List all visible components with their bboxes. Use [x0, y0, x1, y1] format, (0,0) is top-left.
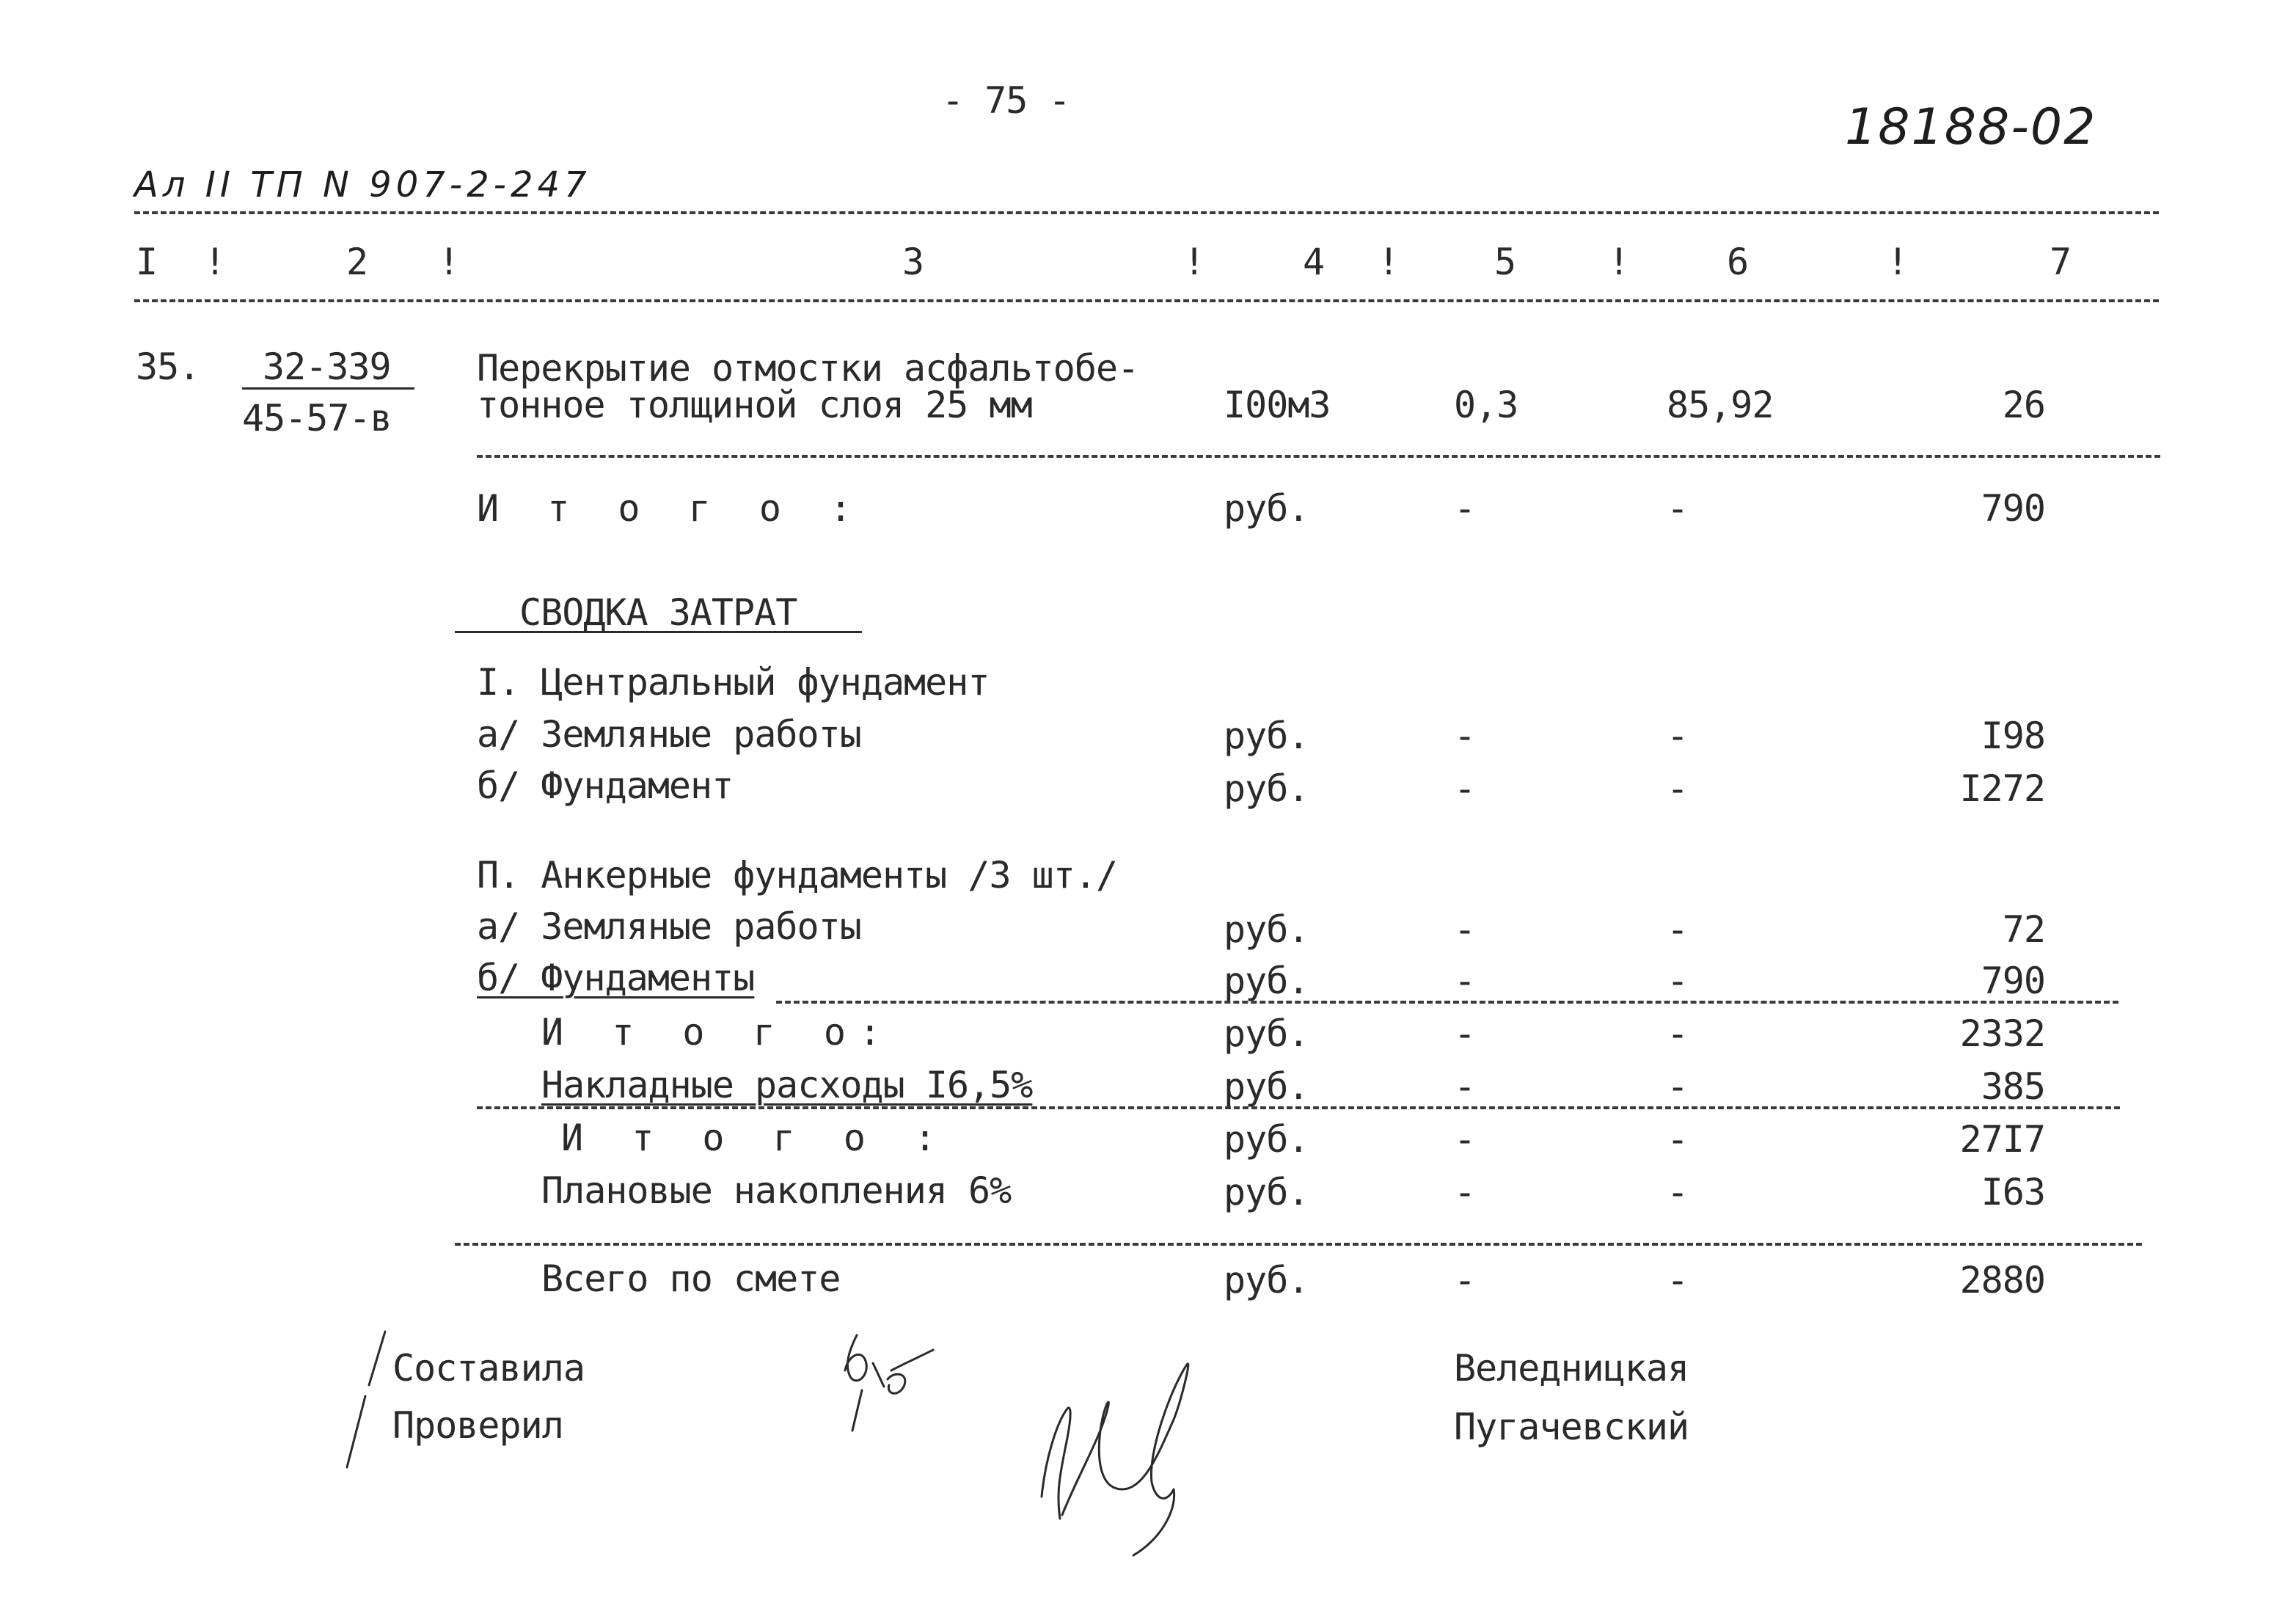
- document-code: 18188-02: [1845, 98, 2097, 156]
- column-header-4: 4: [1303, 241, 1325, 283]
- grand-total-total: 2880: [1959, 1259, 2045, 1301]
- summary-row-label: И т о г о :: [561, 1117, 950, 1159]
- album-reference: Ал II ТП N 907-2-247: [134, 164, 591, 205]
- summary-row-col6: -: [1667, 960, 1689, 1002]
- summary-row-total: I63: [1981, 1171, 2045, 1213]
- item-total: 26: [2002, 384, 2045, 426]
- checked-by-name: Пугачевский: [1454, 1406, 1689, 1448]
- summary-title: СВОДКА ЗАТРАТ: [519, 591, 797, 634]
- summary-row-col5: -: [1454, 1171, 1476, 1213]
- summary-row-total: 27I7: [1959, 1118, 2045, 1161]
- summary-row-col5: -: [1454, 960, 1476, 1002]
- summary-row-label: И т о г о:: [541, 1011, 895, 1054]
- grand-total-unit: руб.: [1224, 1259, 1309, 1301]
- summary-row-label: Плановые накопления 6%: [541, 1169, 1012, 1212]
- summary-row-col5: -: [1454, 767, 1476, 810]
- summary-row-unit: руб.: [1224, 1065, 1309, 1108]
- subtotal-label: И т о г о :: [477, 487, 866, 530]
- summary-row-total: 790: [1981, 960, 2045, 1002]
- summary-row-total: 2332: [1959, 1012, 2045, 1055]
- section-2-title: П. Анкерные фундаменты /3 шт./: [477, 854, 1118, 897]
- summary-row-unit: руб.: [1224, 767, 1309, 810]
- subtotal-total: 790: [1981, 487, 2045, 530]
- summary-row-col5: -: [1454, 1012, 1476, 1055]
- summary-row-unit: руб.: [1224, 715, 1309, 757]
- item-description-line2: тонное толщиной слоя 25 мм: [477, 384, 1032, 426]
- grand-total-col5: -: [1454, 1259, 1476, 1301]
- column-header-7: 7: [2050, 241, 2072, 283]
- summary-row-col6: -: [1667, 1118, 1689, 1161]
- column-header-3: 3: [902, 241, 924, 283]
- compiled-by-label: Составила: [392, 1347, 585, 1390]
- column-separator: !: [1183, 241, 1205, 283]
- item-unit: I00м3: [1224, 384, 1331, 426]
- column-separator: !: [204, 241, 226, 283]
- subtotal-unit: руб.: [1224, 487, 1309, 530]
- compiled-by-name: Веледницкая: [1454, 1347, 1689, 1390]
- summary-row-label: а/ Земляные работы: [477, 905, 861, 948]
- section-1-title: I. Центральный фундамент: [477, 661, 990, 704]
- column-header-5: 5: [1494, 241, 1516, 283]
- summary-row-unit: руб.: [1224, 1171, 1309, 1213]
- item-description-line1: Перекрытие отмостки асфальтобе-: [477, 347, 1139, 390]
- item-quantity: 0,3: [1454, 384, 1518, 426]
- summary-row-col6: -: [1667, 1065, 1689, 1108]
- column-header-2: 2: [346, 241, 368, 283]
- summary-row-col6: -: [1667, 1171, 1689, 1213]
- summary-row-unit: руб.: [1224, 908, 1309, 951]
- item-code-top: 32-339: [263, 346, 391, 388]
- summary-row-col5: -: [1454, 715, 1476, 757]
- item-code-bottom: 45-57-в: [242, 397, 392, 439]
- column-header-1: I: [136, 241, 158, 283]
- grand-total-col6: -: [1667, 1259, 1689, 1301]
- column-separator: !: [1887, 241, 1909, 283]
- summary-row-total: I272: [1959, 767, 2045, 810]
- summary-row-col5: -: [1454, 908, 1476, 951]
- summary-row-col6: -: [1667, 715, 1689, 757]
- grand-total-label: Всего по смете: [541, 1257, 841, 1300]
- subtotal-col6: -: [1667, 487, 1689, 530]
- summary-row-label: Накладные расходы I6,5%: [541, 1064, 1033, 1106]
- page-number: - 75 -: [942, 79, 1070, 122]
- item-number: 35.: [136, 346, 200, 388]
- summary-row-unit: руб.: [1224, 960, 1309, 1002]
- column-separator: !: [1378, 241, 1400, 283]
- summary-row-label: б/ Фундаменты: [477, 957, 755, 999]
- summary-row-total: I98: [1981, 715, 2045, 757]
- summary-row-label: б/ Фундамент: [477, 764, 734, 807]
- subtotal-col5: -: [1454, 487, 1476, 530]
- summary-row-col6: -: [1667, 908, 1689, 951]
- summary-row-col5: -: [1454, 1065, 1476, 1108]
- summary-row-label: а/ Земляные работы: [477, 713, 861, 756]
- summary-row-col5: -: [1454, 1118, 1476, 1161]
- item-price: 85,92: [1667, 384, 1774, 426]
- summary-row-col6: -: [1667, 1012, 1689, 1055]
- summary-row-total: 72: [2002, 908, 2045, 951]
- column-header-6: 6: [1727, 241, 1749, 283]
- summary-row-col6: -: [1667, 767, 1689, 810]
- column-separator: !: [1608, 241, 1630, 283]
- summary-row-unit: руб.: [1224, 1012, 1309, 1055]
- summary-row-total: 385: [1981, 1065, 2045, 1108]
- column-separator: !: [438, 241, 460, 283]
- summary-row-unit: руб.: [1224, 1118, 1309, 1161]
- checked-by-label: Проверил: [392, 1404, 563, 1447]
